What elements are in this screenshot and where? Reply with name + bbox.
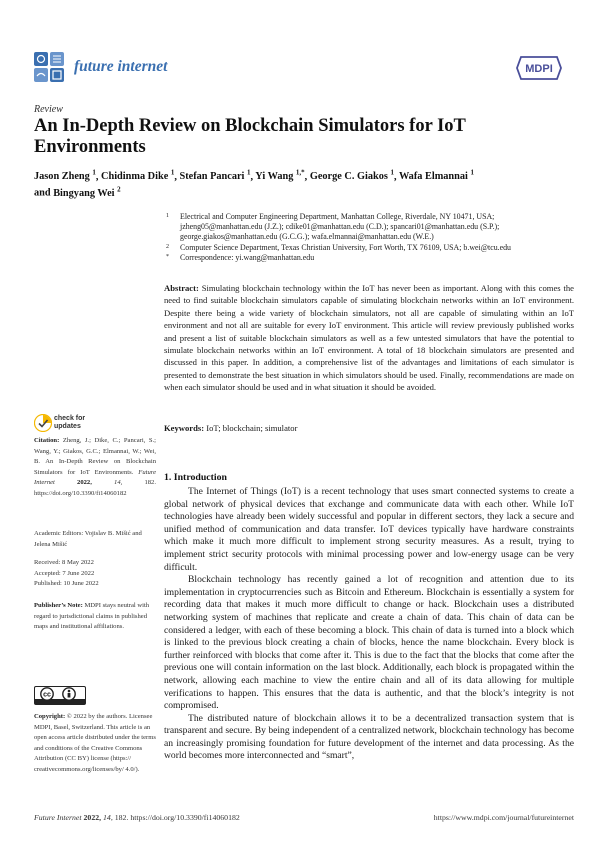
affiliations [164, 212, 574, 263]
author-list: Jason Zheng $^1$, Chidinma Dike $^1$, Stefan Pancari $^1$, Yi Wang $^{1,*}$, George C. Giakos $^1$, Wafa Elmannai $^1$ and Bingyang Wei $^2$ [34, 169, 474, 199]
cc-by-license-icon[interactable] [34, 686, 86, 705]
accepted-date: Accepted: 7 June 2022 [34, 569, 95, 577]
author: Jason Zheng $^1$ [34, 169, 96, 183]
author: Stefan Pancari $^1$ [179, 169, 251, 183]
author: Yi Wang $^{1,*}$ [255, 169, 305, 183]
journal-name: future internet [74, 58, 168, 75]
paper-title: An In-Depth Review on Blockchain Simulators for IoT Environments [34, 116, 466, 157]
published-date: Published: 10 June 2022 [34, 580, 99, 587]
affiliation: 1 Electrical and Computer Engineering Department, Manhattan College, Riverdale, NY 10471, USA; jzheng05@manhattan.edu (J.Z.); cdike01@manhattan.edu (C.D.); spancari01@manhattan.edu (S.P.); george.giakos@manhattan.edu (G.C.G.); wafa.elmannai@manhattan.edu (W.E.) [166, 212, 500, 242]
author: George C. Giakos $^1$ [309, 169, 394, 183]
page-footer [34, 813, 574, 822]
received-date: Received: 8 May 2022 [34, 559, 94, 566]
author: Bingyang Wei $^2$ [53, 185, 121, 199]
check-for-updates-icon [34, 414, 52, 432]
paragraph: The distributed nature of blockchain allows it to be a decentralized transaction system that is transparent and secure. By being independent of a centralized network, blockchain technology has become an increasingly promising foundation for future development of the internet and data processing. As the world becomes more interconnected and “smart”, [164, 712, 574, 762]
section-heading: 1. Introduction [164, 472, 227, 483]
copyright-notice: Copyright: © 2022 by the authors. Licensee MDPI, Basel, Switzerland. This article is an open access article distributed under the terms and conditions of the Creative Commons Attribution (CC BY) license (https:// creativecommons.org/licenses/by/ 4.0/). [34, 713, 156, 773]
footer-citation: Future Internet 2022, 14, 182. https://doi.org/10.3390/fi14060182 [34, 813, 240, 822]
introduction-text [164, 486, 574, 763]
affiliation: 2 Computer Science Department, Texas Christian University, Fort Worth, TX 76109, USA; b.wei@tcu.edu [166, 242, 512, 252]
check-for-updates-badge[interactable] [34, 414, 94, 434]
journal-url-link[interactable]: https://www.mdpi.com/journal/futureinternet [433, 813, 574, 822]
academic-editors: Academic Editors: Vojislav B. Mišić and Jelena Mišić [34, 530, 142, 548]
keywords: Keywords: IoT; blockchain; simulator [164, 423, 298, 433]
correspondence: * Correspondence: yi.wang@manhattan.edu [166, 252, 315, 262]
author: Wafa Elmannai $^1$ [398, 169, 474, 183]
citation-block: Citation: Zheng, J.; Dike, C.; Pancari, S.; Wang, Y.; Giakos, G.C.; Elmannai, W.; Wei, B. An In-Depth Review on Blockchain Simulators for IoT Environments. Future Internet 2022, 14, 182. https://doi.org/10.3390/fi14060182 [34, 437, 156, 497]
author: Chidinma Dike $^1$ [101, 169, 175, 183]
article-type: Review [34, 104, 63, 115]
svg-text:cc: cc [43, 691, 51, 699]
abstract: Abstract: Simulating blockchain technology within the IoT has never been as important. Along with this comes the need to find suitable blockchain simulators capable of simulating blockchain networks within an IoT environment. Despite there being a wide variety of blockchain simulators, not all are capable of simulating within an IoT environment and not all are suitable for every IoT environment. This article will review previously published works and present a list of suitable blockchain simulators as well as a few untested simulators that have the potential to simulate blockchain networks within an IoT environment. A total of 18 blockchain simulators are presented and discussed in this paper. In addition, a comprehensive list of the advantages and limitations of each simulator is presented to demonstrate the best situation in which simulators should be used. Finally, recommendations are made on when each simulator should be used and in what situation it should be avoided. [164, 283, 574, 393]
paragraph: The Internet of Things (IoT) is a recent technology that uses smart connected systems to create a global network of physical devices that exchange and communicate data with each other. While IoT technologies have already been widely successful and popular in different sectors, they lack a secure and unified method of communication and data transfer. IoT devices typically have hardware constraints which make it much more difficult to implement strong security measures. As a result, trying to implement strict security protocols with minimal processing power and low-energy usage can be very difficult. [164, 486, 574, 573]
publishers-note: Publisher’s Note: MDPI stays neutral with regard to jurisdictional claims in published maps and institutional affiliations. [34, 602, 150, 630]
paragraph: Blockchain technology has recently gained a lot of recognition and attention due to its implementation in cryptocurrencies such as Bitcoin and Ethereum. Blockchain is essentially a system for recording data that makes it much more difficult to change or hack. Blockchain uses a distributed networking system of machines that replicate and create a chain of data. This chain of data can be considered a ledger, with each of these becoming a block. This chain of data is turned into a block which is linked to the previous block creating a chain of blocks, hence the name blockchain. Every block is further reinforced with blocks that come after it. This is due to the fact that the blocks that come after the previous one will contain information on the last block. Additionally, each block is propagated within the network, allowing each machine to view the entire chain and all of its data allowing for multiple verifications to happen. This ensures that the data is authentic, and that the block’s integrity is not compromised. [164, 574, 574, 712]
mdpi-logo-text: MDPI [525, 63, 553, 75]
mdpi-logo-icon [515, 55, 563, 81]
journal-logo-icon [34, 52, 64, 82]
check-for-updates-label: check for updates [54, 415, 86, 430]
